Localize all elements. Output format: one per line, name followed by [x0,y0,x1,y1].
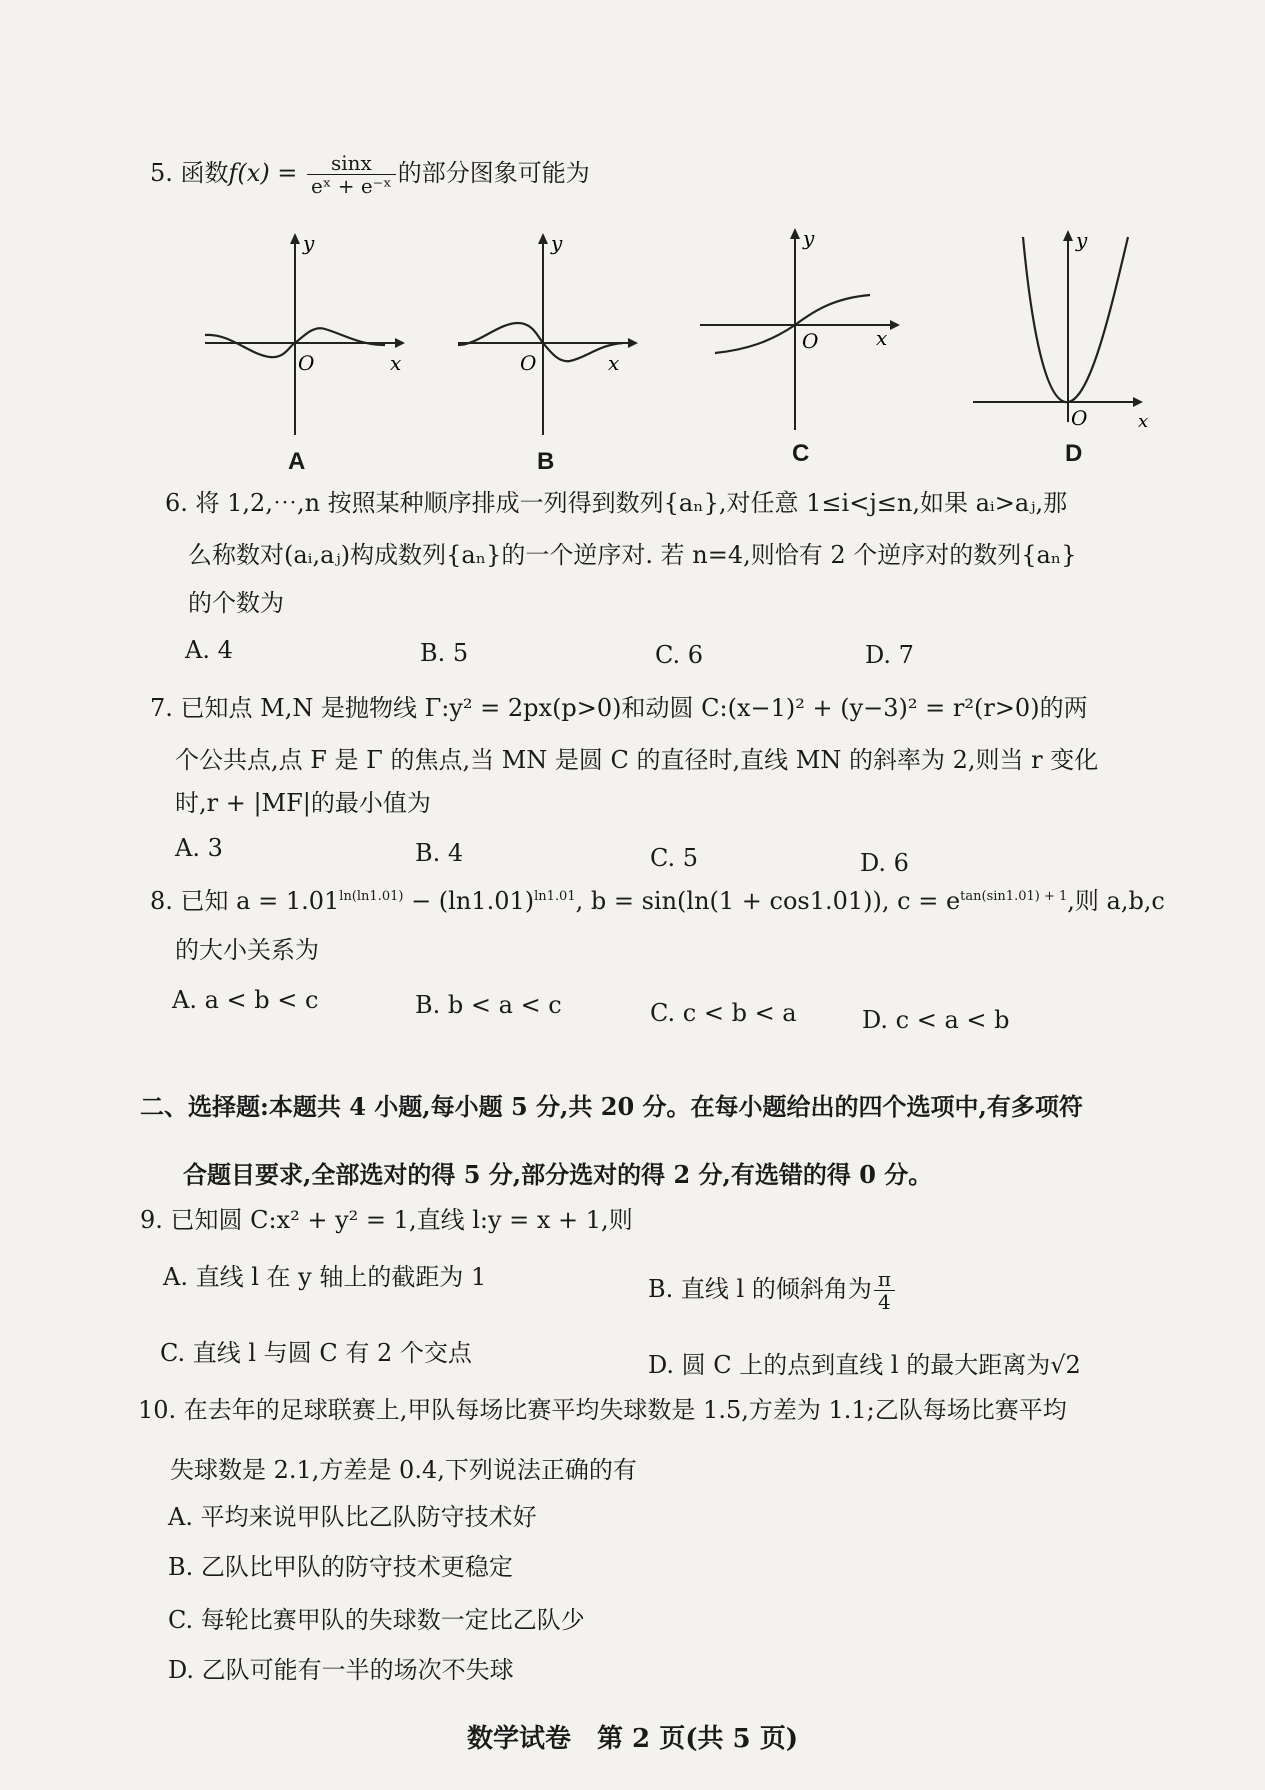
graph-b-x-label: x [608,351,620,375]
q6-line1: 6. 将 1,2,⋯,n 按照某种顺序排成一列得到数列{aₙ},对任意 1≤i<j≤n,如果 aᵢ>aⱼ,那 [165,489,1068,517]
q9-option-b-fraction [874,1268,895,1313]
q10-option-c: C. 每轮比赛甲队的失球数一定比乙队少 [168,1606,585,1634]
page-footer: 数学试卷 第 2 页(共 5 页) [467,1724,798,1754]
q7-option-d: D. 6 [860,849,909,877]
graph-d [968,222,1158,437]
q5-fraction [307,152,396,197]
q9-option-b-text: B. 直线 l 的倾斜角为 [648,1275,872,1303]
graph-b [448,225,648,445]
q8-option-c: C. c < b < a [650,999,797,1027]
graph-d-label: D [1065,440,1083,467]
q8-option-b: B. b < a < c [415,991,562,1019]
graph-a-x-label: x [390,351,402,375]
q8-a-exp: ln(ln1.01) [339,889,404,904]
q5-numerator: sinx [307,152,396,175]
q8-a-def2: − (ln1.01) [403,887,535,915]
graph-a [195,225,425,445]
q7-line3: 时,r + |MF|的最小值为 [175,789,431,817]
graph-d-y-label: y [1076,228,1088,252]
graph-c-origin: O [802,329,819,353]
section2-line1: 二、选择题:本题共 4 小题,每小题 5 分,共 20 分。在每小题给出的四个选项中,有多项符 [140,1092,1083,1121]
q8-option-a: A. a < b < c [172,986,319,1014]
q9-option-b-den: 4 [878,1290,891,1314]
q7-option-a: A. 3 [175,834,223,862]
q5-prefix: 5. 函数 [150,159,229,187]
q7-line1: 7. 已知点 M,N 是抛物线 Γ:y² = 2px(p>0)和动圆 C:(x−1)² + (y−3)² = r²(r>0)的两 [150,694,1088,722]
q7-line2: 个公共点,点 F 是 Γ 的焦点,当 MN 是圆 C 的直径时,直线 MN 的斜率为 2,则当 r 变化 [175,746,1099,774]
q8-option-d: D. c < a < b [862,1006,1010,1034]
graph-c [690,220,920,440]
q5-suffix: 的部分图象可能为 [397,159,590,187]
q10-option-b: B. 乙队比甲队的防守技术更稳定 [168,1553,513,1581]
q8-a-exp2: ln1.01 [534,889,576,904]
q5-stem [150,152,590,197]
q9-stem: 9. 已知圆 C:x² + y² = 1,直线 l:y = x + 1,则 [140,1206,633,1234]
graph-d-origin: O [1071,406,1088,430]
q10-option-a: A. 平均来说甲队比乙队防守技术好 [168,1503,537,1531]
q7-option-b: B. 4 [415,839,464,867]
graph-c-y-label: y [803,226,815,250]
graph-b-y-label: y [551,231,563,255]
q8-bc-def: , b = sin(ln(1 + cos1.01)), c = e [575,887,961,915]
q9-option-c: C. 直线 l 与圆 C 有 2 个交点 [160,1339,472,1367]
graph-a-label: A [288,448,306,475]
q8-c-exp: tan(sin1.01) + 1 [960,889,1068,904]
graph-a-y-label: y [303,231,315,255]
q10-option-d: D. 乙队可能有一半的场次不失球 [168,1656,514,1684]
q6-option-b: B. 5 [420,639,469,667]
q9-option-d: D. 圆 C 上的点到直线 l 的最大距离为√2 [648,1351,1081,1379]
q5-denominator: eˣ + e⁻ˣ [311,174,392,198]
q6-option-c: C. 6 [655,641,704,669]
section2-line2: 合题目要求,全部选对的得 5 分,部分选对的得 2 分,有选错的得 0 分。 [183,1160,933,1189]
q6-line2: 么称数对(aᵢ,aⱼ)构成数列{aₙ}的一个逆序对. 若 n=4,则恰有 2 个逆序对的数列{aₙ} [188,541,1077,569]
q5-function: f(x) = [228,159,306,187]
graph-d-x-label: x [1138,411,1149,432]
q8-a-def: 8. 已知 a = 1.01 [150,887,340,915]
graph-c-x-label: x [876,326,888,350]
q8-line2: 的大小关系为 [175,936,319,964]
q9-option-b [648,1268,897,1313]
graph-c-label: C [792,440,810,467]
q10-line1: 10. 在去年的足球联赛上,甲队每场比赛平均失球数是 1.5,方差为 1.1;乙队每场比赛平均 [138,1396,1067,1424]
q9-option-b-num: π [874,1268,895,1291]
graph-b-label: B [537,448,555,475]
q6-line3: 的个数为 [188,589,284,617]
q8-line1 [150,882,1165,916]
q7-option-c: C. 5 [650,844,699,872]
q10-line2: 失球数是 2.1,方差是 0.4,下列说法正确的有 [170,1456,637,1484]
q9-option-a: A. 直线 l 在 y 轴上的截距为 1 [163,1263,487,1291]
graph-a-origin: O [298,351,315,375]
q6-option-a: A. 4 [185,636,233,664]
q8-tail: ,则 a,b,c [1067,887,1165,915]
q6-option-d: D. 7 [865,641,914,669]
graph-b-origin: O [520,351,537,375]
